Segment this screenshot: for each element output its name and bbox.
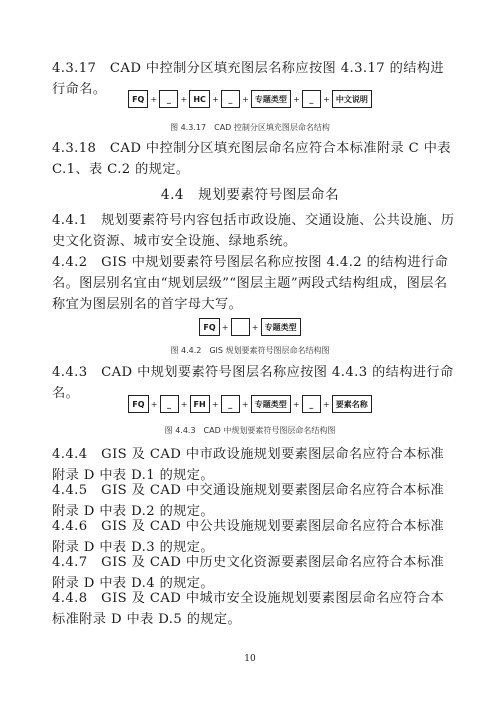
figure-4-4-3-caption: 图 4.4.3 CAD 中规划要素符号图层命名结构图: [164, 426, 336, 435]
naming-box: 专题类型: [261, 318, 301, 336]
naming-box: FQ: [128, 395, 148, 413]
naming-box: 专题类型: [251, 395, 291, 413]
figure-4-3-17-diagram: [0, 88, 500, 110]
clause-4-4-4: 4.4.4 GIS 及 CAD 中市政设施规划要素图层命名应符合本标准附录 D 中表 D.1 的规定。: [52, 447, 445, 483]
clause-4-4-2: 4.4.2 GIS 中规划要素符号图层名称应按图 4.4.2 的结构进行命名。图层别名宜由“规划层级”“图层主题”两段式结构组成，图层名称宜为图层别名的首字母大写。: [52, 255, 449, 312]
figure-4-4-2-caption: 图 4.4.2 GIS 规划要素符号图层命名结构图: [170, 346, 330, 355]
plus-sign: +: [241, 399, 249, 409]
plus-sign: +: [293, 94, 300, 104]
naming-box: _: [159, 90, 178, 108]
naming-box: _: [302, 395, 321, 413]
naming-box: FQ: [199, 318, 219, 336]
naming-box: _: [221, 395, 240, 413]
plus-sign: +: [150, 399, 158, 409]
naming-box: HC: [189, 90, 210, 108]
naming-box: _: [160, 395, 179, 413]
plus-sign: +: [251, 322, 259, 332]
clause-4-3-18: 4.3.18 CAD 中控制分区填充图层命名应符合本标准附录 C 中表 C.1、表 C.2 的规定。: [52, 141, 451, 177]
clause-4-3-17: 4.3.17 CAD 中控制分区填充图层名称应按图 4.3.17 的结构进行命名。: [52, 61, 445, 97]
plus-sign: +: [150, 94, 158, 104]
naming-box: FQ: [128, 90, 148, 108]
naming-box: [231, 318, 250, 336]
clause-4-4-8: 4.4.8 GIS 及 CAD 中城市安全设施规划要素图层命名应符合本标准附录 D 中表 D.5 的规定。: [52, 591, 445, 627]
plus-sign: +: [322, 399, 330, 409]
clause-4-4-3: 4.4.3 CAD 中规划要素符号图层名称应按图 4.4.3 的结构进行命名。: [52, 365, 454, 401]
figure-4-3-17-caption: 图 4.3.17 CAD 控制分区填充图层命名结构: [170, 123, 330, 132]
plus-sign: +: [242, 94, 249, 104]
clause-4-4-6: 4.4.6 GIS 及 CAD 中公共设施规划要素图层命名应符合本标准附录 D 中表 D.3 的规定。: [52, 519, 445, 555]
naming-box: _: [221, 90, 240, 108]
plus-sign: +: [180, 94, 188, 104]
section-heading-4-4: 4.4 规划要素符号图层命名: [160, 187, 340, 203]
naming-box: 中文说明: [332, 90, 372, 108]
figure-4-4-2-diagram: [0, 316, 500, 338]
plus-sign: +: [180, 399, 188, 409]
naming-box: FH: [190, 395, 210, 413]
plus-sign: +: [292, 399, 300, 409]
clause-4-4-7: 4.4.7 GIS 及 CAD 中历史文化资源要素图层命名应符合本标准附录 D 中表 D.4 的规定。: [52, 555, 445, 591]
plus-sign: +: [211, 399, 219, 409]
clause-4-4-5: 4.4.5 GIS 及 CAD 中交通设施规划要素图层命名应符合本标准附录 D 中表 D.2 的规定。: [52, 483, 445, 519]
naming-box: 要素名称: [332, 395, 372, 413]
plus-sign: +: [212, 94, 219, 104]
figure-4-4-3-diagram: [0, 393, 500, 415]
clause-4-4-1: 4.4.1 规划要素符号内容包括市政设施、交通设施、公共设施、历史文化资源、城市安全设施、绿地系统。: [52, 213, 455, 249]
naming-box: _: [302, 90, 321, 108]
naming-box: 专题类型: [251, 90, 291, 108]
page-number: 10: [244, 654, 256, 664]
plus-sign: +: [323, 94, 330, 104]
plus-sign: +: [221, 322, 229, 332]
